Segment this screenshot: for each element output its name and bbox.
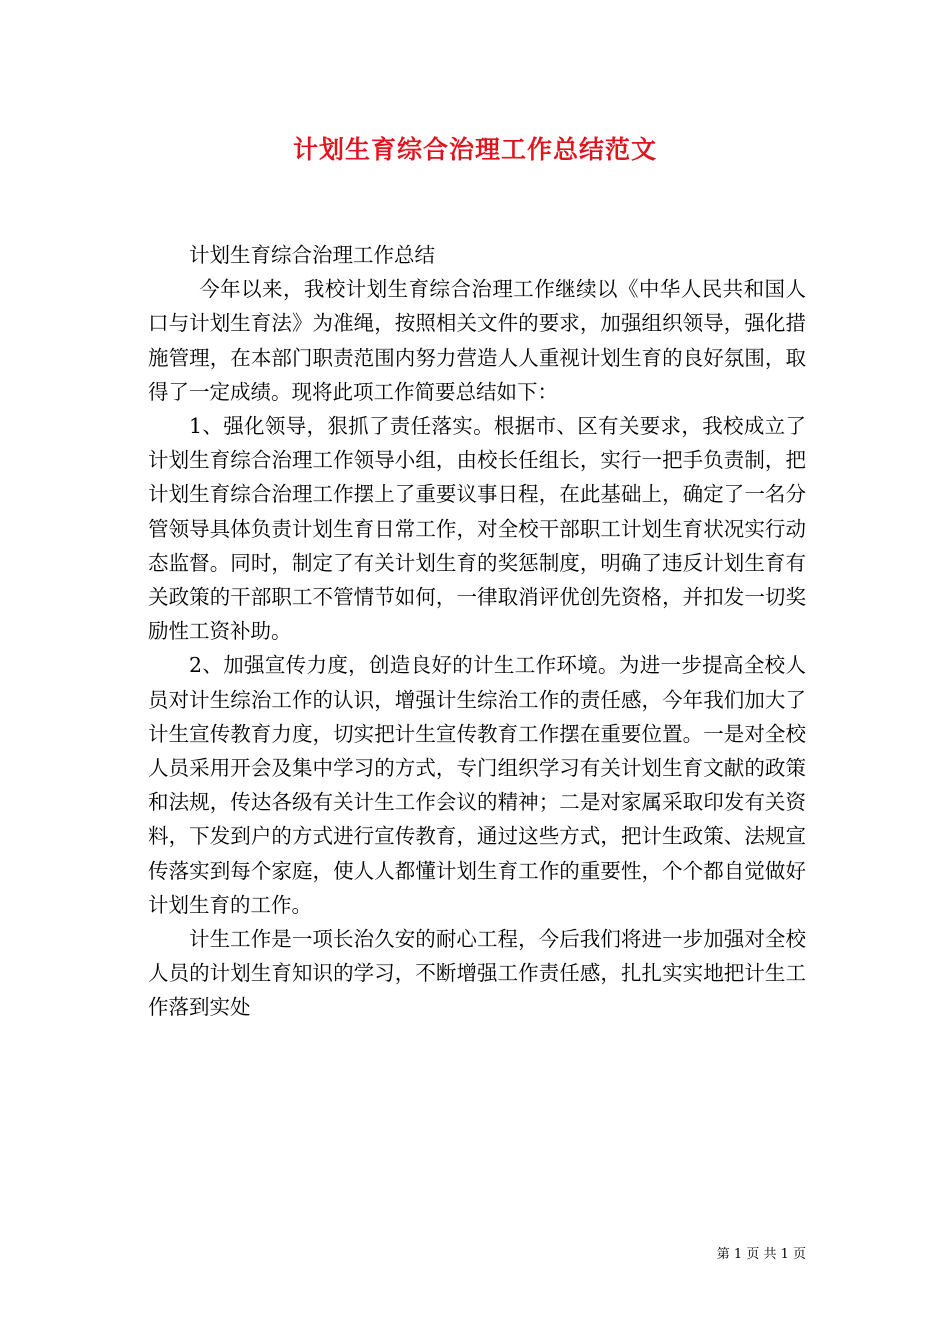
- paragraph-publicity: 2、加强宣传力度，创造良好的计生工作环境。为进一步提高全校人员对计生综治工作的认识，增强计生综治工作的责任感，今年我们加大了计生宣传教育力度，切实把计生宣传教育工作摆在重要位置。一是对全校人员采用开会及集中学习的方式，专门组织学习有关计划生育文献的政策和法规，传达各级有关计生工作会议的精神；二是对家属采取印发有关资料，下发到户的方式进行宣传教育，通过这些方式，把计生政策、法规宣传落实到每个家庭，使人人都懂计划生育工作的重要性，个个都自觉做好计划生育的工作。: [148, 653, 806, 917]
- paragraph-intro: 今年以来，我校计划生育综合治理工作继续以《中华人民共和国人口与计划生育法》为准绳，按照相关文件的要求，加强组织领导，强化措施管理，在本部门职责范围内努力营造人人重视计划生育的良好氛围，取得了一定成绩。现将此项工作简要总结如下：: [148, 277, 806, 404]
- page-number-footer: 第 1 页 共 1 页: [716, 1247, 806, 1262]
- document-body: [148, 238, 806, 1025]
- document-title: 计划生育综合治理工作总结范文: [292, 135, 657, 164]
- document-subtitle: 计划生育综合治理工作总结: [189, 243, 435, 267]
- paragraph-leadership: 1、强化领导，狠抓了责任落实。根据市、区有关要求，我校成立了计划生育综合治理工作领导小组，由校长任组长，实行一把手负责制，把计划生育综合治理工作摆上了重要议事日程，在此基础上，确定了一名分管领导具体负责计划生育日常工作，对全校干部职工计划生育状况实行动态监督。同时，制定了有关计划生育的奖惩制度，明确了违反计划生育有关政策的干部职工不管情节如何，一律取消评优创先资格，并扣发一切奖励性工资补助。: [148, 414, 806, 644]
- paragraph-conclusion: 计生工作是一项长治久安的耐心工程，今后我们将进一步加强对全校人员的计划生育知识的学习，不断增强工作责任感，扎扎实实地把计生工作落到实处: [148, 927, 806, 1020]
